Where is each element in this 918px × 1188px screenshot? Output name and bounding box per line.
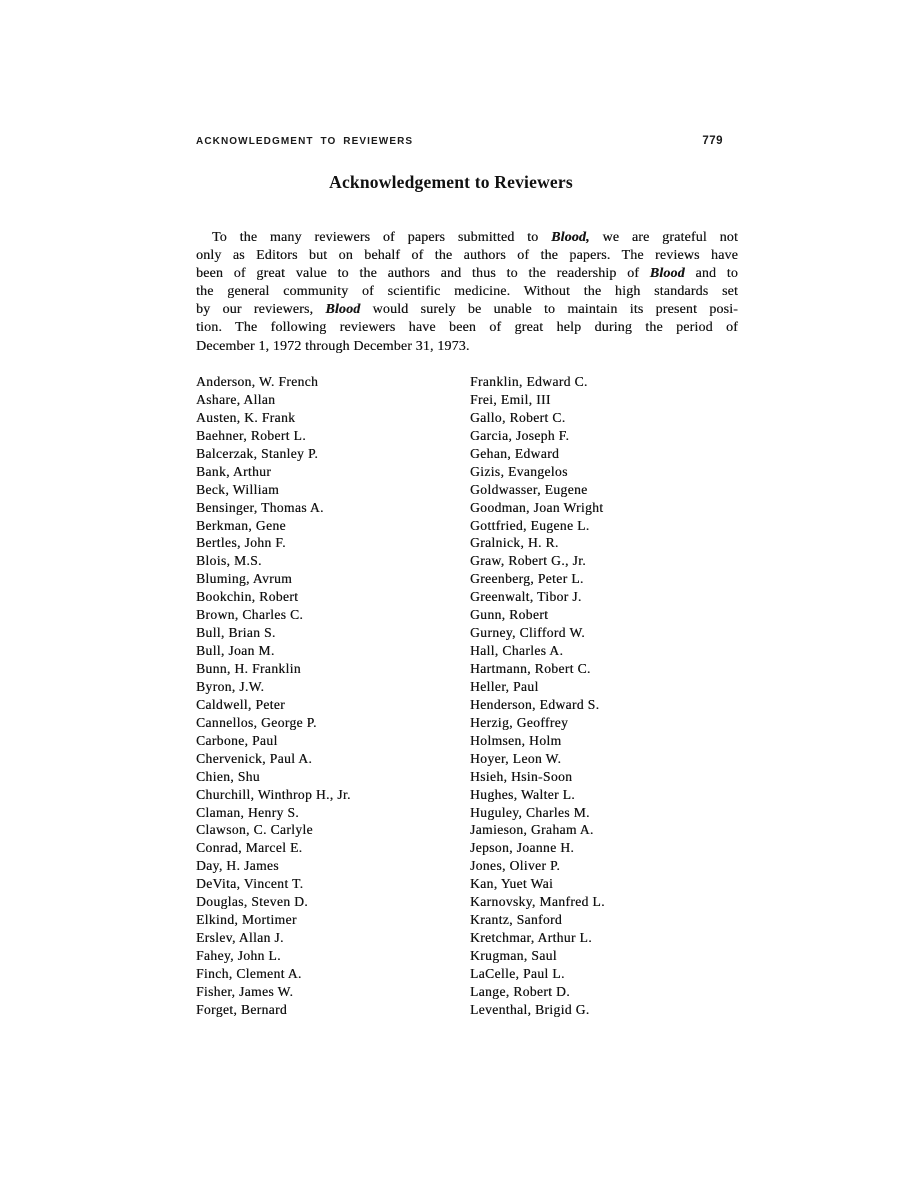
reviewer-columns [196,373,756,1019]
reviewer-name: DeVita, Vincent T. [196,876,304,892]
reviewer-name: Brown, Charles C. [196,607,304,623]
paragraph-line [196,247,738,265]
page-number: 779 [702,135,723,147]
reviewer-name: Hughes, Walter L. [470,786,576,802]
paragraph-line [196,229,738,247]
reviewer-name: Karnovsky, Manfred L. [470,894,605,910]
reviewer-name: Day, H. James [196,858,279,874]
reviewer-name: Bookchin, Robert [196,589,299,605]
reviewer-name: Forget, Bernard [196,1001,288,1017]
reviewer-name: Gunn, Robert [470,607,549,623]
paragraph-text: we are grateful not [589,230,738,245]
reviewer-name: Balcerzak, Stanley P. [196,445,319,461]
reviewer-name: Chervenick, Paul A. [196,750,313,766]
reviewer-name: Jepson, Joanne H. [470,840,575,856]
page-title: Acknowledgement to Reviewers [329,172,573,192]
reviewer-name: Bull, Brian S. [196,625,276,641]
reviewer-name: Graw, Robert G., Jr. [470,553,586,569]
reviewer-name: Conrad, Marcel E. [196,840,303,856]
paragraph-line [196,319,738,337]
reviewer-name: Byron, J.W. [196,678,265,694]
reviewer-name: Goodman, Joan Wright [470,499,604,515]
reviewer-name: Berkman, Gene [196,517,286,533]
paragraph-line [196,338,738,356]
reviewer-name: Erslev, Allan J. [196,930,284,946]
reviewer-column-left [196,373,470,1019]
reviewer-name: Gralnick, H. R. [470,535,559,551]
reviewer-name: Fahey, John L. [196,948,281,963]
reviewer-name: Hsieh, Hsin-Soon [470,768,573,784]
reviewer-column-right [470,373,756,1019]
reviewer-name: Austen, K. Frank [196,409,296,425]
reviewer-name: Chien, Shu [196,768,260,784]
reviewer-name: Holmsen, Holm [470,732,562,748]
reviewer-name: Frei, Emil, III [470,391,551,407]
reviewer-name: Kan, Yuet Wai [470,876,554,892]
reviewer-name: Hall, Charles A. [470,643,564,659]
paragraph-text: would surely be unable to maintain its present posi- [360,302,738,318]
reviewer-name: Greenberg, Peter L. [470,571,584,587]
reviewer-name: LaCelle, Paul L. [470,965,565,981]
paragraph-line [196,283,738,301]
reviewer-name: Kretchmar, Arthur L. [470,930,592,946]
reviewer-name: Heller, Paul [470,678,539,694]
reviewer-name: Franklin, Edward C. [470,374,588,389]
paragraph-text: and to [684,266,739,282]
journal-name-emphasis: Blood [649,266,685,282]
reviewer-name: Hartmann, Robert C. [470,661,591,676]
paragraph-text: December 1, 1972 through December 31, 1973. [196,338,470,354]
reviewer-name: Douglas, Steven D. [196,894,309,910]
reviewer-name: Gehan, Edward [470,445,560,461]
reviewer-name: Anderson, W. French [196,374,319,389]
paragraph-line [196,265,738,283]
reviewer-name: Jones, Oliver P. [470,858,561,874]
reviewer-name: Hoyer, Leon W. [470,750,562,766]
reviewer-name: Finch, Clement A. [196,965,302,981]
reviewer-name: Clawson, C. Carlyle [196,822,313,838]
reviewer-name: Ashare, Allan [196,391,276,407]
paragraph-text: by our reviewers, [196,302,326,318]
reviewer-name: Elkind, Mortimer [196,912,297,928]
reviewer-name: Bluming, Avrum [196,571,293,587]
reviewer-name: Greenwalt, Tibor J. [470,589,582,605]
reviewer-name: Huguley, Charles M. [470,804,590,820]
running-title: ACKNOWLEDGMENT TO REVIEWERS [196,136,414,147]
intro-paragraph [196,229,738,356]
reviewer-name: Herzig, Geoffrey [470,714,569,730]
reviewer-name: Churchill, Winthrop H., Jr. [196,786,351,802]
reviewer-name: Jamieson, Graham A. [470,822,594,838]
reviewer-name: Krantz, Sanford [470,912,563,928]
reviewer-name: Leventhal, Brigid G. [470,1001,590,1017]
reviewer-name: Beck, William [196,481,280,497]
reviewer-name: Krugman, Saul [470,948,557,963]
reviewer-name: Bunn, H. Franklin [196,661,301,676]
paragraph-text: To the many reviewers of papers submitted to [212,230,552,245]
reviewer-name: Bull, Joan M. [196,643,275,659]
reviewer-name: Baehner, Robert L. [196,427,306,443]
reviewer-name: Cannellos, George P. [196,714,317,730]
reviewer-name: Claman, Henry S. [196,804,300,820]
journal-name-emphasis: Blood, [551,230,590,245]
reviewer-name: Goldwasser, Eugene [470,481,588,497]
paragraph-text: been of great value to the authors and thus to the readership of [196,266,650,282]
reviewer-name: Gallo, Robert C. [470,409,566,425]
reviewer-name: Fisher, James W. [196,983,294,999]
reviewer-name: Henderson, Edward S. [470,696,600,712]
paragraph-line [196,301,738,319]
paragraph-text: the general community of scientific medicine. Without the high standards set [196,284,738,300]
paragraph-text: only as Editors but on behalf of the authors of the papers. The reviews have [196,248,738,264]
reviewer-name: Gurney, Clifford W. [470,625,586,641]
reviewer-name: Carbone, Paul [196,732,278,748]
reviewer-name: Garcia, Joseph F. [470,427,570,443]
journal-name-emphasis: Blood [325,302,361,318]
reviewer-name: Lange, Robert D. [470,983,570,999]
reviewer-name: Gizis, Evangelos [470,463,568,479]
paragraph-text: tion. The following reviewers have been of great help during the period of [196,320,738,336]
reviewer-name: Bertles, John F. [196,535,286,551]
reviewer-name: Gottfried, Eugene L. [470,517,590,533]
running-head [196,135,738,147]
reviewer-name: Bank, Arthur [196,463,272,479]
reviewer-name: Bensinger, Thomas A. [196,499,324,515]
reviewer-name: Blois, M.S. [196,553,262,569]
reviewer-name: Caldwell, Peter [196,696,286,712]
